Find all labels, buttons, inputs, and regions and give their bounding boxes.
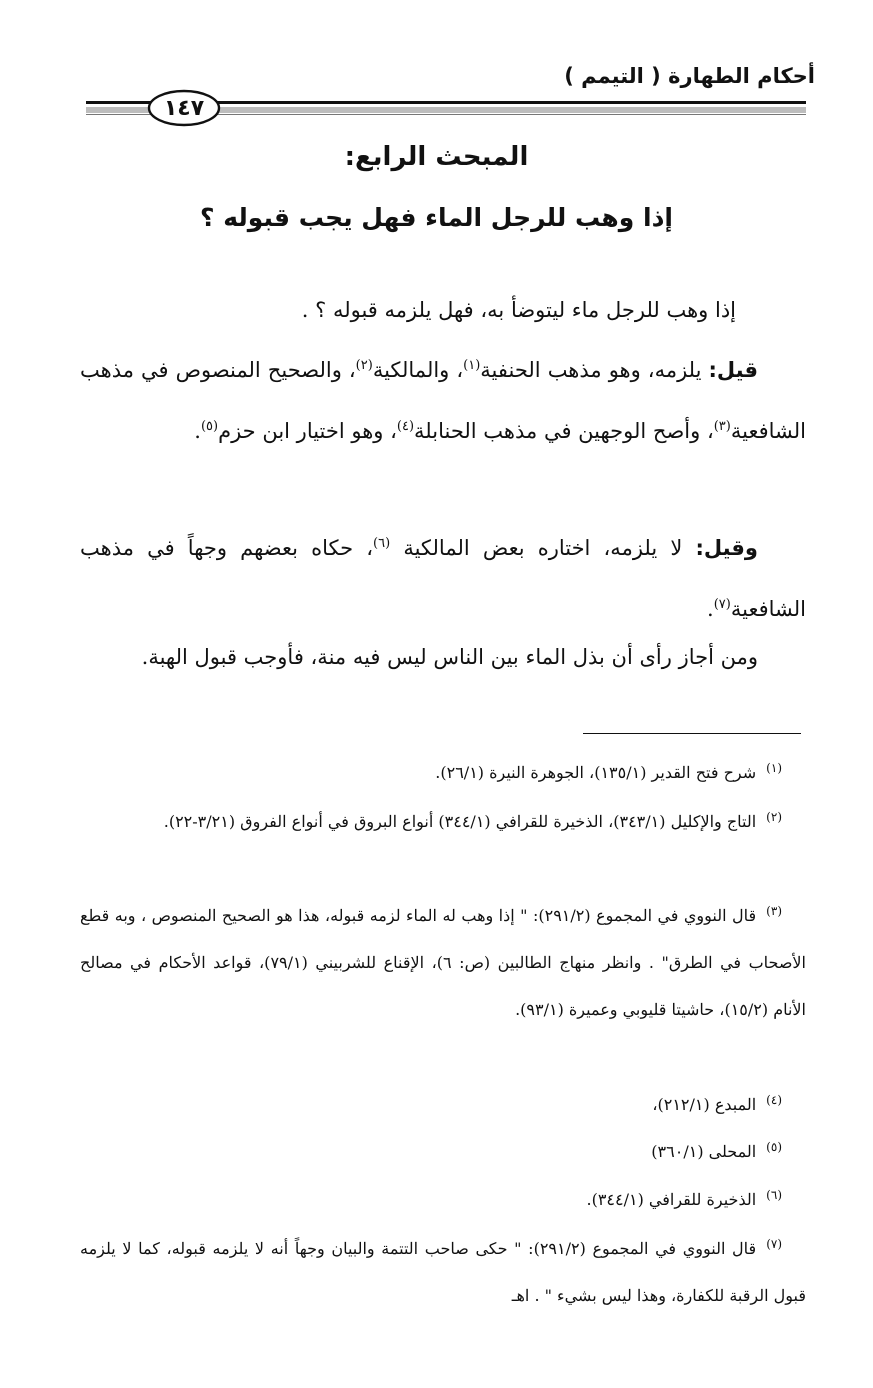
footnote-ref-2: (٢): [355, 358, 373, 373]
paragraph-second-opinion: وقيل: لا يلزمه، اختاره بعض المالكية $^{(٦)}$، حكاه بعضهم وجهاً في مذهب الشافعية$^{(٧)}$.: [80, 536, 806, 621]
paragraph-reasoning: ومن أجاز رأى أن بذل الماء بين الناس ليس فيه منة، فأوجب قبول الهبة.: [141, 645, 758, 669]
footnote: $^{(٦)}$الذخيرة للقرافي (٣٤٤/١).: [586, 1187, 782, 1209]
paragraph-first-opinion: قيل: يلزمه، وهو مذهب الحنفية$^{(١)}$، والمالكية$^{(٢)}$، والصحيح المنصوص في مذهب الشافعية$^{(٣)}$، وأصح الوجهين في مذهب الحنابلة$^{(٤)}$، وهو اختيار ابن حزم$^{(٥)}$.: [80, 358, 806, 443]
section-title: المبحث الرابع:: [344, 142, 529, 172]
footnote-ref-5: (٥): [200, 419, 219, 434]
page-number: ١٤٧: [163, 95, 205, 121]
footnote: $^{(٤)}$المبدع (٢١٢/١)،: [652, 1092, 782, 1114]
section-subtitle: إذا وهب للرجل الماء فهل يجب قبوله ؟: [200, 203, 673, 232]
footnote: $^{(٢)}$التاج والإكليل (٣٤٣/١)، الذخيرة للقرافي (٣٤٤/١) أنواع البروق في أنواع الفروق (٣/٢١-٢٢).: [163, 809, 782, 831]
running-title: أحكام الطهارة ( التيمم ): [564, 64, 815, 88]
paragraph-question: إذا وهب للرجل ماء ليتوضأ به، فهل يلزمه قبوله ؟ .: [301, 298, 736, 322]
footnote: $^{(٥)}$المحلى (٣٦٠/١): [651, 1139, 782, 1161]
footnote-ref-4: (٤): [396, 419, 415, 434]
footnote-ref-1: (١): [463, 358, 481, 373]
footnote-ref-6: (٦): [373, 536, 391, 551]
footnote-ref-7: (٧): [713, 597, 731, 612]
opinion-lead: وقيل:: [695, 536, 758, 560]
opinion-lead: قيل:: [708, 358, 758, 382]
footnote: $^{(١)}$شرح فتح القدير (١٣٥/١)، الجوهرة النيرة (٢٦/١).: [435, 760, 782, 782]
footnote-ref-3: (٣): [713, 419, 731, 434]
footnote: $^{(٧)}$قال النووي في المجموع (٢٩١/٢): " حكى صاحب التتمة والبيان وجهاً أنه لا يلزمه قبوله، كما لا يلزمه قبول الرقبة للكفارة، وهذا ليس بشيء " . اهـ: [80, 1236, 806, 1305]
footnote-separator: [583, 733, 801, 734]
footnote: $^{(٣)}$قال النووي في المجموع (٢٩١/٢): " إذا وهب له الماء لزمه قبوله، هذا هو الصحيح المنصوص ، وبه قطع الأصحاب في الطرق" . وانظر منهاج الطالبين (ص: ٦)، الإقناع للشربيني (٧٩/١)، قواعد الأحكام في مصالح الأنام (١٥/٢)، حاشيتا قليوبي وعميرة (٩٣/١).: [80, 903, 807, 1019]
